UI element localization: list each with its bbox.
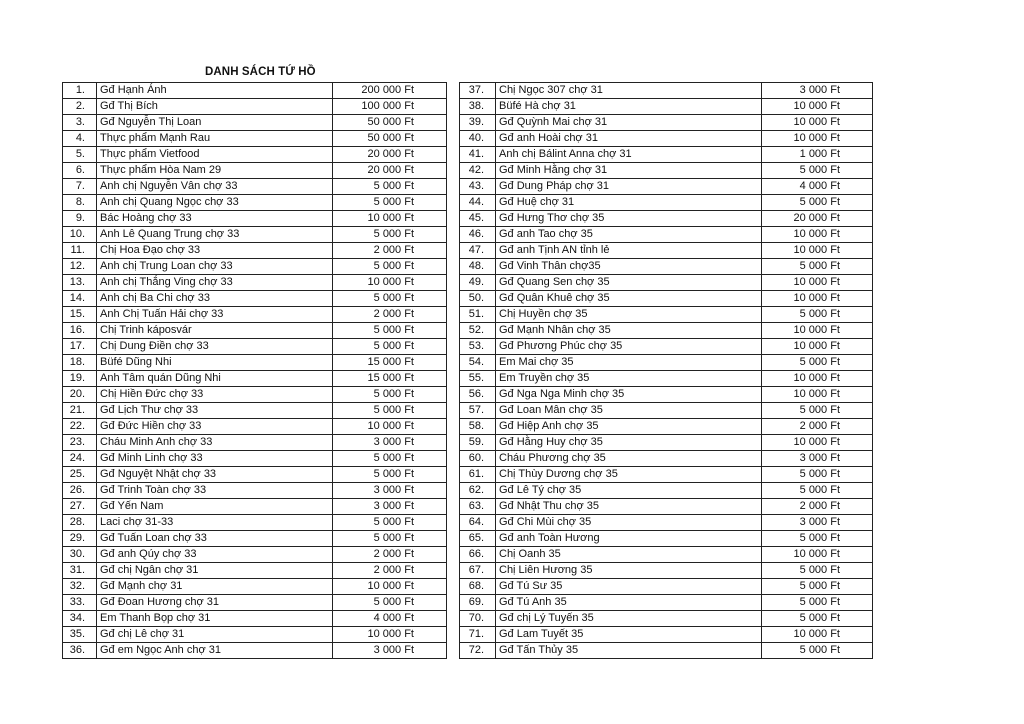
donation-amount: 50 000 Ft — [333, 131, 447, 147]
donor-name: Gđ anh Tao chợ 35 — [496, 227, 762, 243]
table-row — [460, 579, 873, 595]
donor-name: Gđ Chi Mùi chợ 35 — [496, 515, 762, 531]
table-row — [63, 643, 447, 659]
table-row — [63, 531, 447, 547]
row-number: 44. — [460, 195, 496, 211]
row-number: 39. — [460, 115, 496, 131]
table-row — [63, 99, 447, 115]
donation-amount: 3 000 Ft — [333, 483, 447, 499]
table-row — [63, 323, 447, 339]
donation-amount: 5 000 Ft — [333, 403, 447, 419]
donation-amount: 10 000 Ft — [762, 243, 873, 259]
row-number: 26. — [63, 483, 97, 499]
table-row — [63, 147, 447, 163]
donor-name: Gđ chị Lý Tuyến 35 — [496, 611, 762, 627]
row-number: 21. — [63, 403, 97, 419]
donor-name: Gđ Hưng Thơ chợ 35 — [496, 211, 762, 227]
row-number: 55. — [460, 371, 496, 387]
row-number: 7. — [63, 179, 97, 195]
donation-amount: 2 000 Ft — [333, 307, 447, 323]
row-number: 29. — [63, 531, 97, 547]
donation-amount: 5 000 Ft — [333, 515, 447, 531]
row-number: 63. — [460, 499, 496, 515]
row-number: 65. — [460, 531, 496, 547]
donation-amount: 5 000 Ft — [762, 579, 873, 595]
table-row — [63, 227, 447, 243]
table-row — [460, 211, 873, 227]
row-number: 3. — [63, 115, 97, 131]
donor-name: Anh chị Thắng Ving chợ 33 — [97, 275, 333, 291]
table-row — [63, 259, 447, 275]
donor-name: Thực phẩm Hòa Nam 29 — [97, 163, 333, 179]
donor-name: Anh Tâm quán Dũng Nhi — [97, 371, 333, 387]
donation-amount: 3 000 Ft — [333, 499, 447, 515]
donor-name: Gđ Lam Tuyết 35 — [496, 627, 762, 643]
row-number: 56. — [460, 387, 496, 403]
table-row — [63, 403, 447, 419]
donation-amount: 10 000 Ft — [333, 211, 447, 227]
donor-name: Gđ Nga Nga Minh chợ 35 — [496, 387, 762, 403]
row-number: 58. — [460, 419, 496, 435]
donation-amount: 20 000 Ft — [333, 163, 447, 179]
donation-amount: 5 000 Ft — [762, 403, 873, 419]
row-number: 62. — [460, 483, 496, 499]
donation-amount: 15 000 Ft — [333, 371, 447, 387]
table-row — [63, 595, 447, 611]
donor-name: Laci chợ 31-33 — [97, 515, 333, 531]
table-row — [63, 307, 447, 323]
donation-amount: 5 000 Ft — [333, 323, 447, 339]
table-row — [460, 355, 873, 371]
donor-name: Gđ Tú Sư 35 — [496, 579, 762, 595]
table-row — [460, 643, 873, 659]
table-row — [460, 595, 873, 611]
donation-amount: 5 000 Ft — [333, 179, 447, 195]
donation-amount: 4 000 Ft — [333, 611, 447, 627]
donor-name: Gđ Nhật Thu chợ 35 — [496, 499, 762, 515]
table-row — [460, 243, 873, 259]
row-number: 1. — [63, 83, 97, 99]
donation-amount: 10 000 Ft — [333, 275, 447, 291]
table-row — [460, 515, 873, 531]
table-row — [460, 563, 873, 579]
donation-amount: 3 000 Ft — [762, 83, 873, 99]
donation-amount: 5 000 Ft — [762, 563, 873, 579]
donation-amount: 15 000 Ft — [333, 355, 447, 371]
row-number: 53. — [460, 339, 496, 355]
table-row — [460, 291, 873, 307]
row-number: 16. — [63, 323, 97, 339]
donation-amount: 5 000 Ft — [333, 259, 447, 275]
donation-amount: 3 000 Ft — [333, 643, 447, 659]
donation-amount: 10 000 Ft — [762, 227, 873, 243]
donor-name: Chị Liên Hương 35 — [496, 563, 762, 579]
row-number: 8. — [63, 195, 97, 211]
donor-name: Gđ Tấn Thủy 35 — [496, 643, 762, 659]
row-number: 27. — [63, 499, 97, 515]
donor-name: Chị Ngọc 307 chợ 31 — [496, 83, 762, 99]
table-row — [63, 179, 447, 195]
donor-name: Gđ Lê Tý chợ 35 — [496, 483, 762, 499]
row-number: 72. — [460, 643, 496, 659]
donor-table-left — [62, 82, 447, 659]
table-row — [460, 195, 873, 211]
table-row — [63, 275, 447, 291]
row-number: 14. — [63, 291, 97, 307]
donor-name: Gđ Vinh Thân chợ35 — [496, 259, 762, 275]
row-number: 5. — [63, 147, 97, 163]
table-row — [63, 131, 447, 147]
row-number: 9. — [63, 211, 97, 227]
table-row — [63, 387, 447, 403]
table-row — [63, 355, 447, 371]
table-row — [460, 83, 873, 99]
donor-name: Gđ Nguyệt Nhật chợ 33 — [97, 467, 333, 483]
table-row — [460, 99, 873, 115]
donor-name: Anh Chị Tuấn Hải chợ 33 — [97, 307, 333, 323]
table-row — [63, 419, 447, 435]
donor-name: Chị Trinh káposvár — [97, 323, 333, 339]
donor-name: Gđ anh Hoài chợ 31 — [496, 131, 762, 147]
row-number: 11. — [63, 243, 97, 259]
table-row — [460, 403, 873, 419]
table-row — [63, 195, 447, 211]
donation-amount: 5 000 Ft — [333, 291, 447, 307]
donation-amount: 10 000 Ft — [762, 99, 873, 115]
donation-amount: 5 000 Ft — [333, 339, 447, 355]
table-row — [63, 547, 447, 563]
donation-amount: 5 000 Ft — [333, 531, 447, 547]
row-number: 24. — [63, 451, 97, 467]
row-number: 60. — [460, 451, 496, 467]
donation-amount: 2 000 Ft — [762, 499, 873, 515]
table-row — [63, 627, 447, 643]
donor-name: Anh chị Ba Chi chợ 33 — [97, 291, 333, 307]
row-number: 51. — [460, 307, 496, 323]
row-number: 33. — [63, 595, 97, 611]
donor-name: Anh chị Quang Ngọc chợ 33 — [97, 195, 333, 211]
table-row — [63, 83, 447, 99]
donor-name: Anh chị Trung Loan chợ 33 — [97, 259, 333, 275]
donation-amount: 10 000 Ft — [762, 323, 873, 339]
row-number: 71. — [460, 627, 496, 643]
row-number: 45. — [460, 211, 496, 227]
donor-name: Gđ Minh Hằng chợ 31 — [496, 163, 762, 179]
table-row — [460, 339, 873, 355]
donor-name: Gđ anh Qúy chợ 33 — [97, 547, 333, 563]
donor-name: Gđ Hiệp Anh chợ 35 — [496, 419, 762, 435]
donation-amount: 10 000 Ft — [762, 371, 873, 387]
donation-amount: 20 000 Ft — [333, 147, 447, 163]
donation-amount: 5 000 Ft — [762, 643, 873, 659]
row-number: 25. — [63, 467, 97, 483]
donor-name: Gđ Hạnh Ánh — [97, 83, 333, 99]
row-number: 70. — [460, 611, 496, 627]
donor-name: Gđ anh Toàn Hương — [496, 531, 762, 547]
table-row — [460, 307, 873, 323]
donation-amount: 5 000 Ft — [333, 227, 447, 243]
donor-name: Gđ em Ngọc Anh chợ 31 — [97, 643, 333, 659]
donor-name: Gđ Đoan Hương chợ 31 — [97, 595, 333, 611]
row-number: 34. — [63, 611, 97, 627]
donor-name: Anh chị Bálint Anna chợ 31 — [496, 147, 762, 163]
row-number: 6. — [63, 163, 97, 179]
table-row — [460, 323, 873, 339]
donor-name: Chị Oanh 35 — [496, 547, 762, 563]
donation-amount: 5 000 Ft — [333, 387, 447, 403]
donation-amount: 10 000 Ft — [762, 627, 873, 643]
donation-amount: 10 000 Ft — [762, 275, 873, 291]
row-number: 46. — [460, 227, 496, 243]
table-row — [460, 611, 873, 627]
table-row — [460, 435, 873, 451]
donation-amount: 4 000 Ft — [762, 179, 873, 195]
donation-amount: 10 000 Ft — [333, 419, 447, 435]
table-row — [460, 547, 873, 563]
donation-amount: 5 000 Ft — [333, 467, 447, 483]
table-row — [460, 275, 873, 291]
donor-name: Gđ Quang Sen chợ 35 — [496, 275, 762, 291]
table-row — [63, 611, 447, 627]
row-number: 41. — [460, 147, 496, 163]
table-row — [63, 211, 447, 227]
table-row — [460, 483, 873, 499]
row-number: 59. — [460, 435, 496, 451]
donation-amount: 5 000 Ft — [762, 467, 873, 483]
row-number: 2. — [63, 99, 97, 115]
donation-amount: 3 000 Ft — [762, 451, 873, 467]
table-row — [460, 627, 873, 643]
donation-amount: 10 000 Ft — [762, 547, 873, 563]
row-number: 69. — [460, 595, 496, 611]
donation-amount: 3 000 Ft — [333, 435, 447, 451]
table-row — [63, 339, 447, 355]
donor-name: Gđ Mạnh Nhân chợ 35 — [496, 323, 762, 339]
donor-name: Gđ Lịch Thư chợ 33 — [97, 403, 333, 419]
table-row — [63, 371, 447, 387]
donation-amount: 10 000 Ft — [762, 387, 873, 403]
row-number: 67. — [460, 563, 496, 579]
table-row — [460, 147, 873, 163]
row-number: 38. — [460, 99, 496, 115]
table-row — [460, 179, 873, 195]
donor-name: Gđ chị Lê chợ 31 — [97, 627, 333, 643]
row-number: 64. — [460, 515, 496, 531]
row-number: 40. — [460, 131, 496, 147]
row-number: 61. — [460, 467, 496, 483]
donor-name: Chị Hoa Đạo chợ 33 — [97, 243, 333, 259]
donation-amount: 5 000 Ft — [762, 195, 873, 211]
donor-name: Gđ Thị Bích — [97, 99, 333, 115]
table-row — [460, 531, 873, 547]
donation-amount: 3 000 Ft — [762, 515, 873, 531]
table-row — [63, 499, 447, 515]
row-number: 50. — [460, 291, 496, 307]
donation-amount: 10 000 Ft — [762, 291, 873, 307]
donor-name: Gđ chị Ngân chợ 31 — [97, 563, 333, 579]
table-row — [63, 579, 447, 595]
donor-name: Gđ Đức Hiền chợ 33 — [97, 419, 333, 435]
row-number: 35. — [63, 627, 97, 643]
row-number: 10. — [63, 227, 97, 243]
donor-name: Gđ Nguyễn Thị Loan — [97, 115, 333, 131]
donor-name: Gđ Yến Nam — [97, 499, 333, 515]
row-number: 31. — [63, 563, 97, 579]
row-number: 52. — [460, 323, 496, 339]
row-number: 17. — [63, 339, 97, 355]
donor-name: Büfé Dũng Nhi — [97, 355, 333, 371]
table-row — [460, 259, 873, 275]
row-number: 66. — [460, 547, 496, 563]
donor-name: Büfé Hà chợ 31 — [496, 99, 762, 115]
donation-amount: 5 000 Ft — [762, 307, 873, 323]
donor-name: Gđ Tuấn Loan chợ 33 — [97, 531, 333, 547]
table-row — [63, 515, 447, 531]
page-title: DANH SÁCH TỨ HỒ — [205, 66, 316, 78]
table-row — [460, 227, 873, 243]
donor-name: Em Truyền chợ 35 — [496, 371, 762, 387]
table-row — [460, 419, 873, 435]
row-number: 42. — [460, 163, 496, 179]
donation-amount: 2 000 Ft — [333, 563, 447, 579]
donor-table-right — [459, 82, 873, 659]
donation-amount: 10 000 Ft — [333, 579, 447, 595]
donor-name: Gđ Mạnh chợ 31 — [97, 579, 333, 595]
row-number: 32. — [63, 579, 97, 595]
row-number: 48. — [460, 259, 496, 275]
row-number: 57. — [460, 403, 496, 419]
table-row — [460, 499, 873, 515]
row-number: 13. — [63, 275, 97, 291]
row-number: 19. — [63, 371, 97, 387]
donation-amount: 2 000 Ft — [762, 419, 873, 435]
table-row — [63, 467, 447, 483]
donor-name: Gđ Dung Pháp chợ 31 — [496, 179, 762, 195]
donor-name: Anh Lê Quang Trung chợ 33 — [97, 227, 333, 243]
donor-name: Chị Thùy Dương chợ 35 — [496, 467, 762, 483]
donation-amount: 5 000 Ft — [762, 355, 873, 371]
donation-amount: 20 000 Ft — [762, 211, 873, 227]
row-number: 47. — [460, 243, 496, 259]
row-number: 49. — [460, 275, 496, 291]
donor-name: Bác Hoàng chợ 33 — [97, 211, 333, 227]
row-number: 18. — [63, 355, 97, 371]
donation-amount: 5 000 Ft — [762, 595, 873, 611]
row-number: 22. — [63, 419, 97, 435]
donation-amount: 5 000 Ft — [333, 451, 447, 467]
table-row — [460, 371, 873, 387]
row-number: 20. — [63, 387, 97, 403]
table-row — [63, 163, 447, 179]
row-number: 30. — [63, 547, 97, 563]
donor-name: Gđ anh Tịnh AN tỉnh lẻ — [496, 243, 762, 259]
donation-amount: 10 000 Ft — [333, 627, 447, 643]
row-number: 36. — [63, 643, 97, 659]
donor-name: Gđ Phương Phúc chợ 35 — [496, 339, 762, 355]
table-row — [460, 163, 873, 179]
donation-amount: 10 000 Ft — [762, 115, 873, 131]
donation-amount: 100 000 Ft — [333, 99, 447, 115]
donation-amount: 50 000 Ft — [333, 115, 447, 131]
donation-amount: 5 000 Ft — [762, 163, 873, 179]
table-row — [63, 451, 447, 467]
table-row — [63, 435, 447, 451]
donation-amount: 10 000 Ft — [762, 435, 873, 451]
row-number: 15. — [63, 307, 97, 323]
donation-amount: 5 000 Ft — [762, 259, 873, 275]
table-row — [460, 387, 873, 403]
row-number: 37. — [460, 83, 496, 99]
donation-amount: 10 000 Ft — [762, 339, 873, 355]
donation-amount: 5 000 Ft — [762, 483, 873, 499]
row-number: 12. — [63, 259, 97, 275]
donor-name: Gđ Trinh Toàn chợ 33 — [97, 483, 333, 499]
donor-name: Gđ Quân Khuê chợ 35 — [496, 291, 762, 307]
donor-name: Gđ Minh Linh chợ 33 — [97, 451, 333, 467]
donor-name: Gđ Hằng Huy chợ 35 — [496, 435, 762, 451]
table-row — [460, 115, 873, 131]
donation-amount: 5 000 Ft — [762, 531, 873, 547]
donation-amount: 5 000 Ft — [762, 611, 873, 627]
donor-name: Cháu Minh Anh chợ 33 — [97, 435, 333, 451]
row-number: 43. — [460, 179, 496, 195]
donation-amount: 2 000 Ft — [333, 243, 447, 259]
donor-name: Anh chị Nguyễn Vân chợ 33 — [97, 179, 333, 195]
table-row — [63, 563, 447, 579]
donor-name: Em Thanh Bọp chợ 31 — [97, 611, 333, 627]
donation-amount: 200 000 Ft — [333, 83, 447, 99]
row-number: 23. — [63, 435, 97, 451]
row-number: 28. — [63, 515, 97, 531]
table-row — [63, 115, 447, 131]
donor-name: Gđ Huệ chợ 31 — [496, 195, 762, 211]
donor-name: Chị Huyền chợ 35 — [496, 307, 762, 323]
table-row — [63, 291, 447, 307]
donation-amount: 1 000 Ft — [762, 147, 873, 163]
donor-name: Gđ Loan Mân chợ 35 — [496, 403, 762, 419]
donor-name: Chị Hiền Đức chợ 33 — [97, 387, 333, 403]
donor-name: Thực phẩm Vietfood — [97, 147, 333, 163]
row-number: 54. — [460, 355, 496, 371]
table-row — [460, 467, 873, 483]
donor-name: Gđ Quỳnh Mai chợ 31 — [496, 115, 762, 131]
row-number: 68. — [460, 579, 496, 595]
donor-name: Cháu Phương chợ 35 — [496, 451, 762, 467]
donation-amount: 5 000 Ft — [333, 195, 447, 211]
table-row — [63, 243, 447, 259]
table-row — [460, 131, 873, 147]
donation-amount: 10 000 Ft — [762, 131, 873, 147]
table-row — [460, 451, 873, 467]
donor-name: Gđ Tú Anh 35 — [496, 595, 762, 611]
row-number: 4. — [63, 131, 97, 147]
donor-name: Em Mai chợ 35 — [496, 355, 762, 371]
donation-amount: 2 000 Ft — [333, 547, 447, 563]
table-row — [63, 483, 447, 499]
donation-amount: 5 000 Ft — [333, 595, 447, 611]
donor-name: Chị Dung Điền chợ 33 — [97, 339, 333, 355]
donor-name: Thực phẩm Mạnh Rau — [97, 131, 333, 147]
